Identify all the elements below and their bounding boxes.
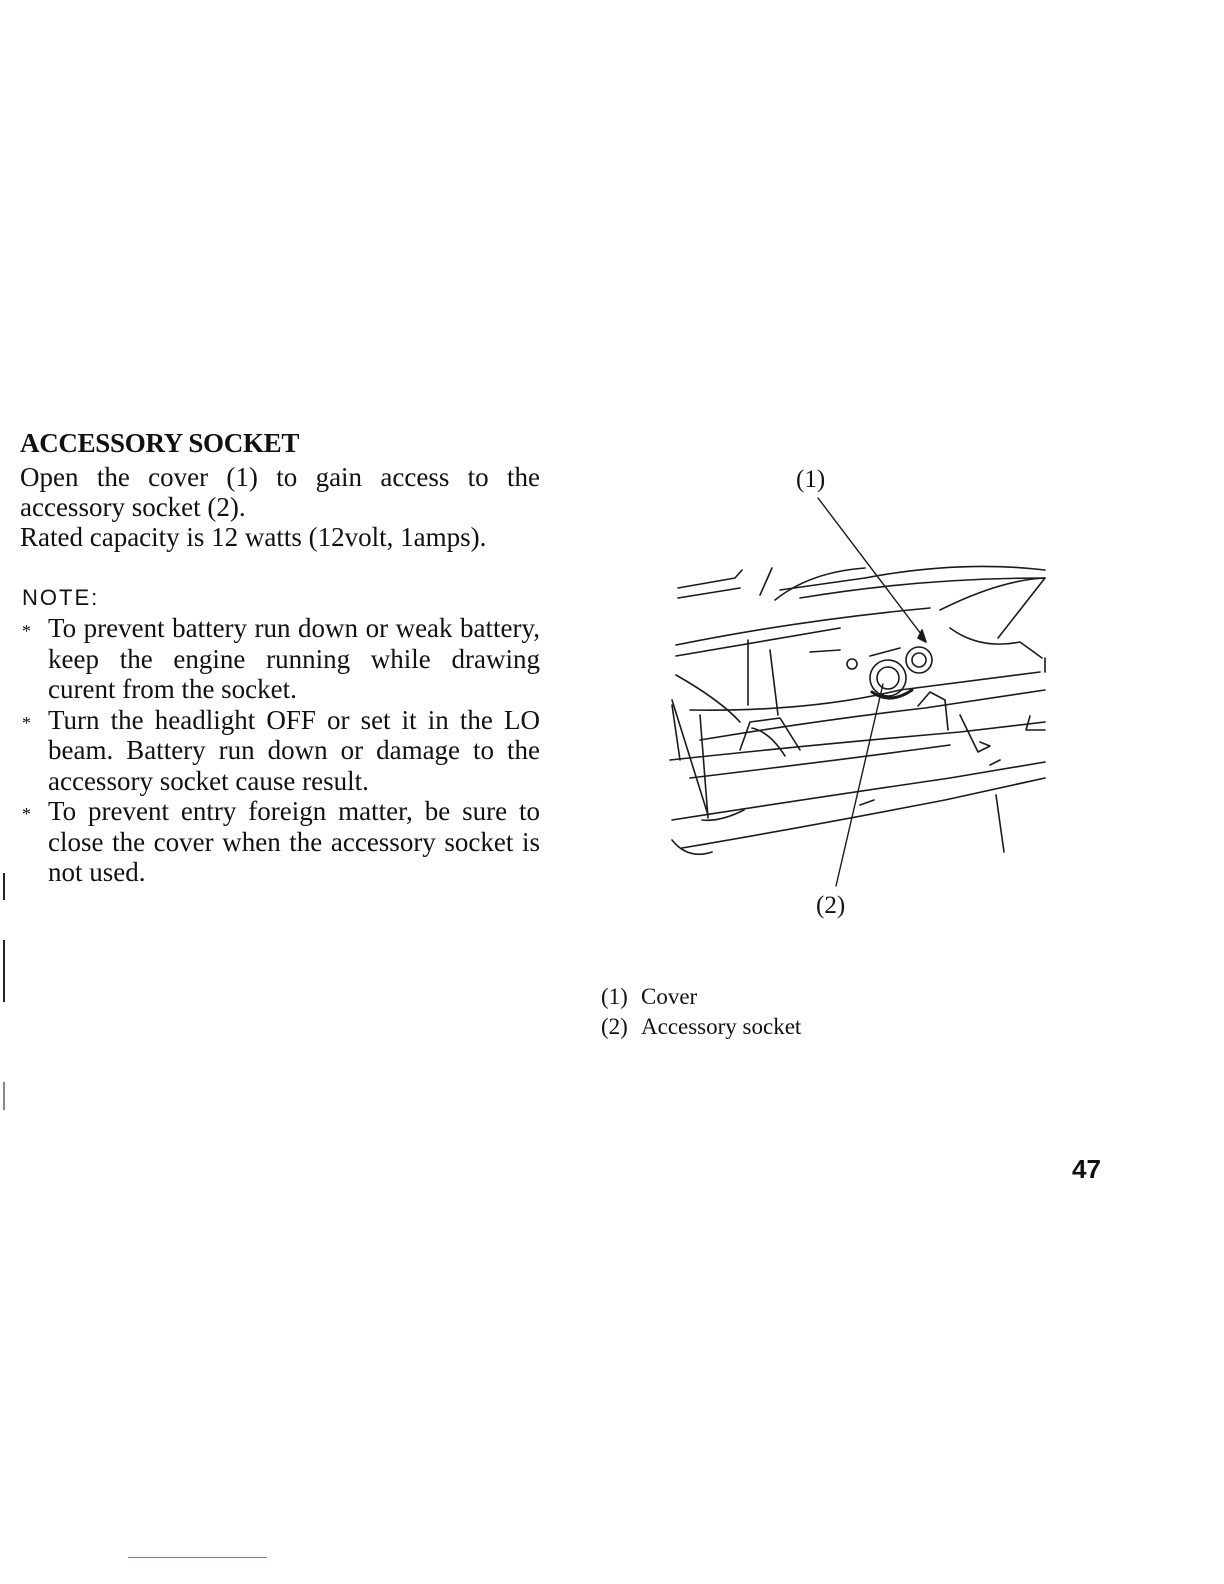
callout-1-label: (1)	[796, 466, 826, 493]
note-item	[20, 705, 540, 797]
note-item-text: To prevent entry foreign matter, be sure to close the cover when the accessory socket is not used.	[48, 796, 540, 887]
bullet-star-icon: *	[22, 804, 31, 824]
intro-line-1: Open the cover (1) to gain access to the	[20, 462, 540, 492]
margin-mark	[3, 940, 5, 1002]
note-item	[20, 613, 540, 705]
legend-number: (2)	[601, 1014, 628, 1039]
bullet-star-icon: *	[22, 621, 31, 641]
note-item-text: Turn the headlight OFF or set it in the LO beam. Battery run down or damage to the accessory socket cause result.	[48, 704, 540, 796]
capacity-text: Rated capacity is 12 watts (12volt, 1amps).	[20, 522, 487, 552]
note-item-text: To prevent battery run down or weak battery, keep the engine running while drawing curent from the socket.	[48, 613, 540, 704]
margin-mark	[3, 873, 5, 900]
callout-2-label: (2)	[816, 892, 846, 919]
bottom-rule	[128, 1557, 267, 1558]
socket-illustration	[660, 460, 1060, 930]
intro-line-2: accessory socket (2).	[20, 492, 246, 522]
margin-mark	[3, 1082, 5, 1110]
legend-item	[601, 1012, 801, 1042]
note-label: NOTE:	[22, 585, 100, 610]
legend-item	[601, 982, 697, 1012]
accessory-socket-figure	[660, 460, 1060, 930]
legend-label: Cover	[641, 984, 698, 1009]
section-title: ACCESSORY SOCKET	[20, 428, 300, 458]
page-number: 47	[1072, 1154, 1101, 1184]
note-list	[20, 613, 540, 888]
legend-label: Accessory socket	[641, 1014, 802, 1039]
note-item	[20, 796, 540, 888]
legend-number: (1)	[601, 984, 628, 1009]
bullet-star-icon: *	[22, 712, 31, 733]
